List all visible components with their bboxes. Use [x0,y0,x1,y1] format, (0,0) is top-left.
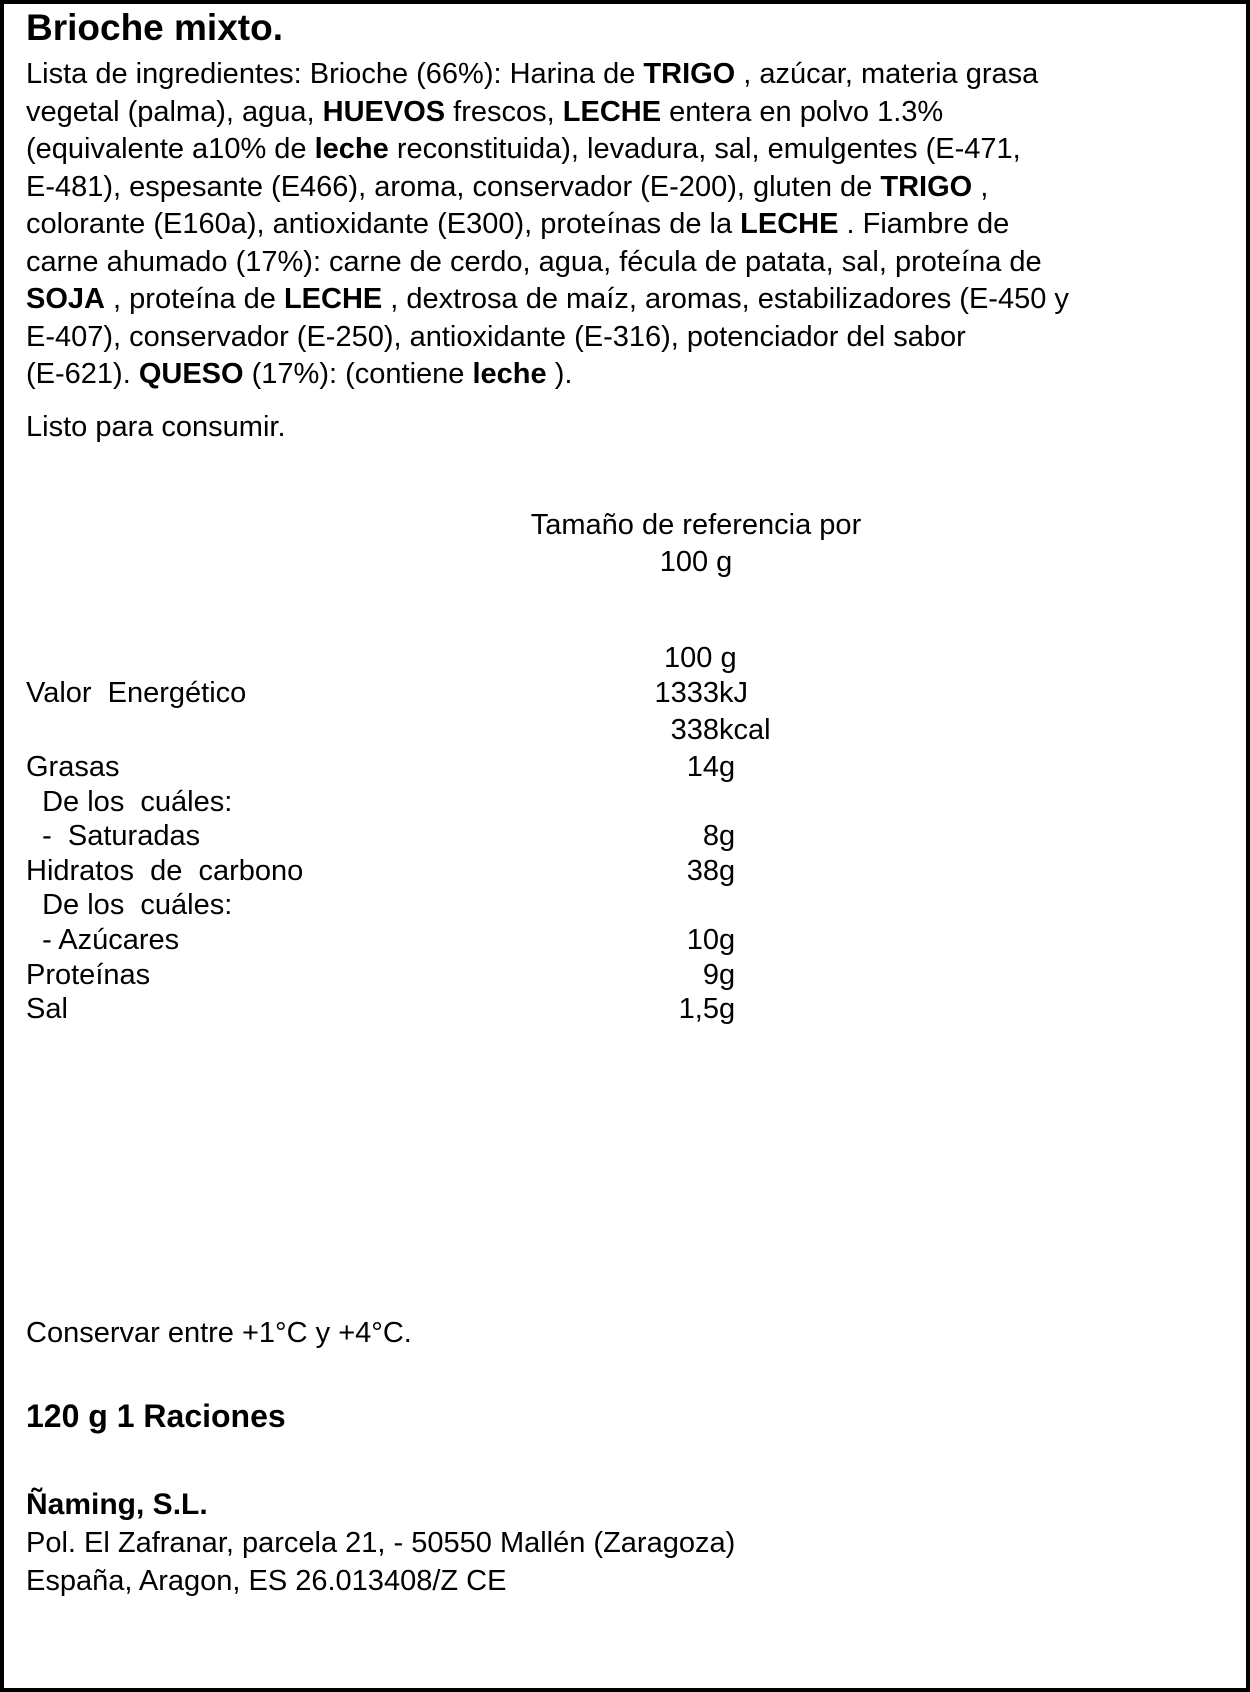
ingredients-text: vegetal (palma), agua, [26,95,323,128]
product-title: Brioche mixto. [26,7,283,48]
ingredients-text: , azúcar, materia grasa [735,58,1039,90]
nutrition-row-label: Proteínas [26,959,151,991]
company-address: Pol. El Zafranar, parcela 21, - 50550 Mallén (Zaragoza) [26,1527,736,1559]
ingredients-line [26,206,1069,244]
energy-kj-value: 1333 [654,677,719,709]
nutrition-row-number: 38 [686,855,719,887]
nutrition-row-label: Hidratos de carbono [26,855,304,887]
usage-note: Listo para consumir. [26,411,286,443]
nutrition-row-value [599,922,735,959]
nutrition-row-number: 8 [702,820,719,852]
nutrition-row-unit: g [719,993,736,1025]
nutrition-row-number: 14 [686,751,719,783]
reference-size-label: Tamaño de referencia por [530,509,862,541]
nutrition-row-unit: g [719,751,736,783]
ingredients-line [26,94,1069,132]
ingredients-list [26,56,1069,394]
nutrition-row-label: De los cuáles: [26,786,233,818]
allergen-highlight: LECHE [283,283,383,315]
nutrition-row-number: 9 [702,959,719,991]
ingredients-text: ). [546,358,573,390]
energy-kcal-unit: kcal [719,714,771,746]
nutrition-row-label: - Azúcares [26,924,180,956]
company-registry: España, Aragon, ES 26.013408/Z CE [26,1565,507,1597]
ingredients-text: (E-621). [26,358,139,390]
nutrition-row-value [599,853,735,890]
ingredients-text: , dextrosa de maíz, aromas, estabilizadores (E-450 y [382,283,1069,315]
nutrition-row-value [599,991,735,1028]
nutrition-row-unit: g [719,959,736,991]
ingredients-text: colorante (E160a), antioxidante (E300), proteínas de la [26,208,741,240]
allergen-highlight: HUEVOS [322,95,446,128]
ingredients-text: E-407), conservador (E-250), antioxidante (E-316), potenciador del sabor [26,320,966,353]
ingredients-line [26,281,1069,319]
nutrition-row-label: De los cuáles: [26,889,233,921]
ingredients-text: (equivalente a10% de [26,133,315,165]
allergen-highlight: leche [472,358,547,390]
ingredients-text: reconstituida), levadura, sal, emulgentes (E-471, [388,133,1021,165]
ingredients-text: carne ahumado (17%): carne de cerdo, agua, fécula de patata, sal, proteína de [26,245,1042,278]
nutrition-row-number: 1,5 [678,993,719,1025]
company-name: Ñaming, S.L. [26,1488,208,1521]
energy-kj [599,675,748,712]
allergen-highlight: QUESO [138,358,244,390]
nutrition-row-value [599,749,735,786]
ingredients-line [26,56,1069,94]
storage-note: Conservar entre +1°C y +4°C. [26,1317,412,1349]
portion-info: 120 g 1 Raciones [26,1398,286,1434]
nutrition-row-value [599,818,735,855]
nutrition-row-value [599,957,735,994]
reference-size-value: 100 g [659,546,733,578]
energy-kcal-value: 338 [670,714,719,746]
ingredients-text: frescos, [445,95,563,128]
ingredients-line [26,356,1069,394]
ingredients-text: Lista de ingredientes: Brioche (66%): Harina de [26,58,644,90]
ingredients-text: . Fiambre de [838,208,1010,240]
ingredients-line [26,319,1069,357]
nutrition-row-unit: g [719,924,736,956]
ingredients-line [26,169,1069,207]
energy-kcal [599,712,771,749]
energy-label: Valor Energético [26,677,247,709]
ingredients-text: E-481), espesante (E466), aroma, conservador (E-200), gluten de [26,170,881,203]
nutrition-row-number: 10 [686,924,719,956]
nutrition-row-label: Sal [26,993,68,1025]
ingredients-text: , proteína de [104,283,284,315]
allergen-highlight: leche [314,133,389,165]
allergen-highlight: SOJA [26,283,105,315]
ingredients-text: entera en polvo 1.3% [661,95,944,128]
nutrition-column-header: 100 g [664,642,737,674]
allergen-highlight: LECHE [562,95,662,128]
nutrition-row-unit: g [719,820,736,852]
ingredients-text: , [972,170,989,203]
ingredients-line [26,244,1069,282]
allergen-highlight: LECHE [740,208,839,240]
nutrition-row-label: - Saturadas [26,820,201,852]
allergen-highlight: TRIGO [643,58,736,90]
nutrition-row-unit: g [719,855,736,887]
ingredients-text: (17%): (contiene [243,358,473,390]
allergen-highlight: TRIGO [880,170,973,203]
energy-kj-unit: kJ [719,677,748,709]
ingredients-line [26,131,1069,169]
nutrition-row-label: Grasas [26,751,120,783]
